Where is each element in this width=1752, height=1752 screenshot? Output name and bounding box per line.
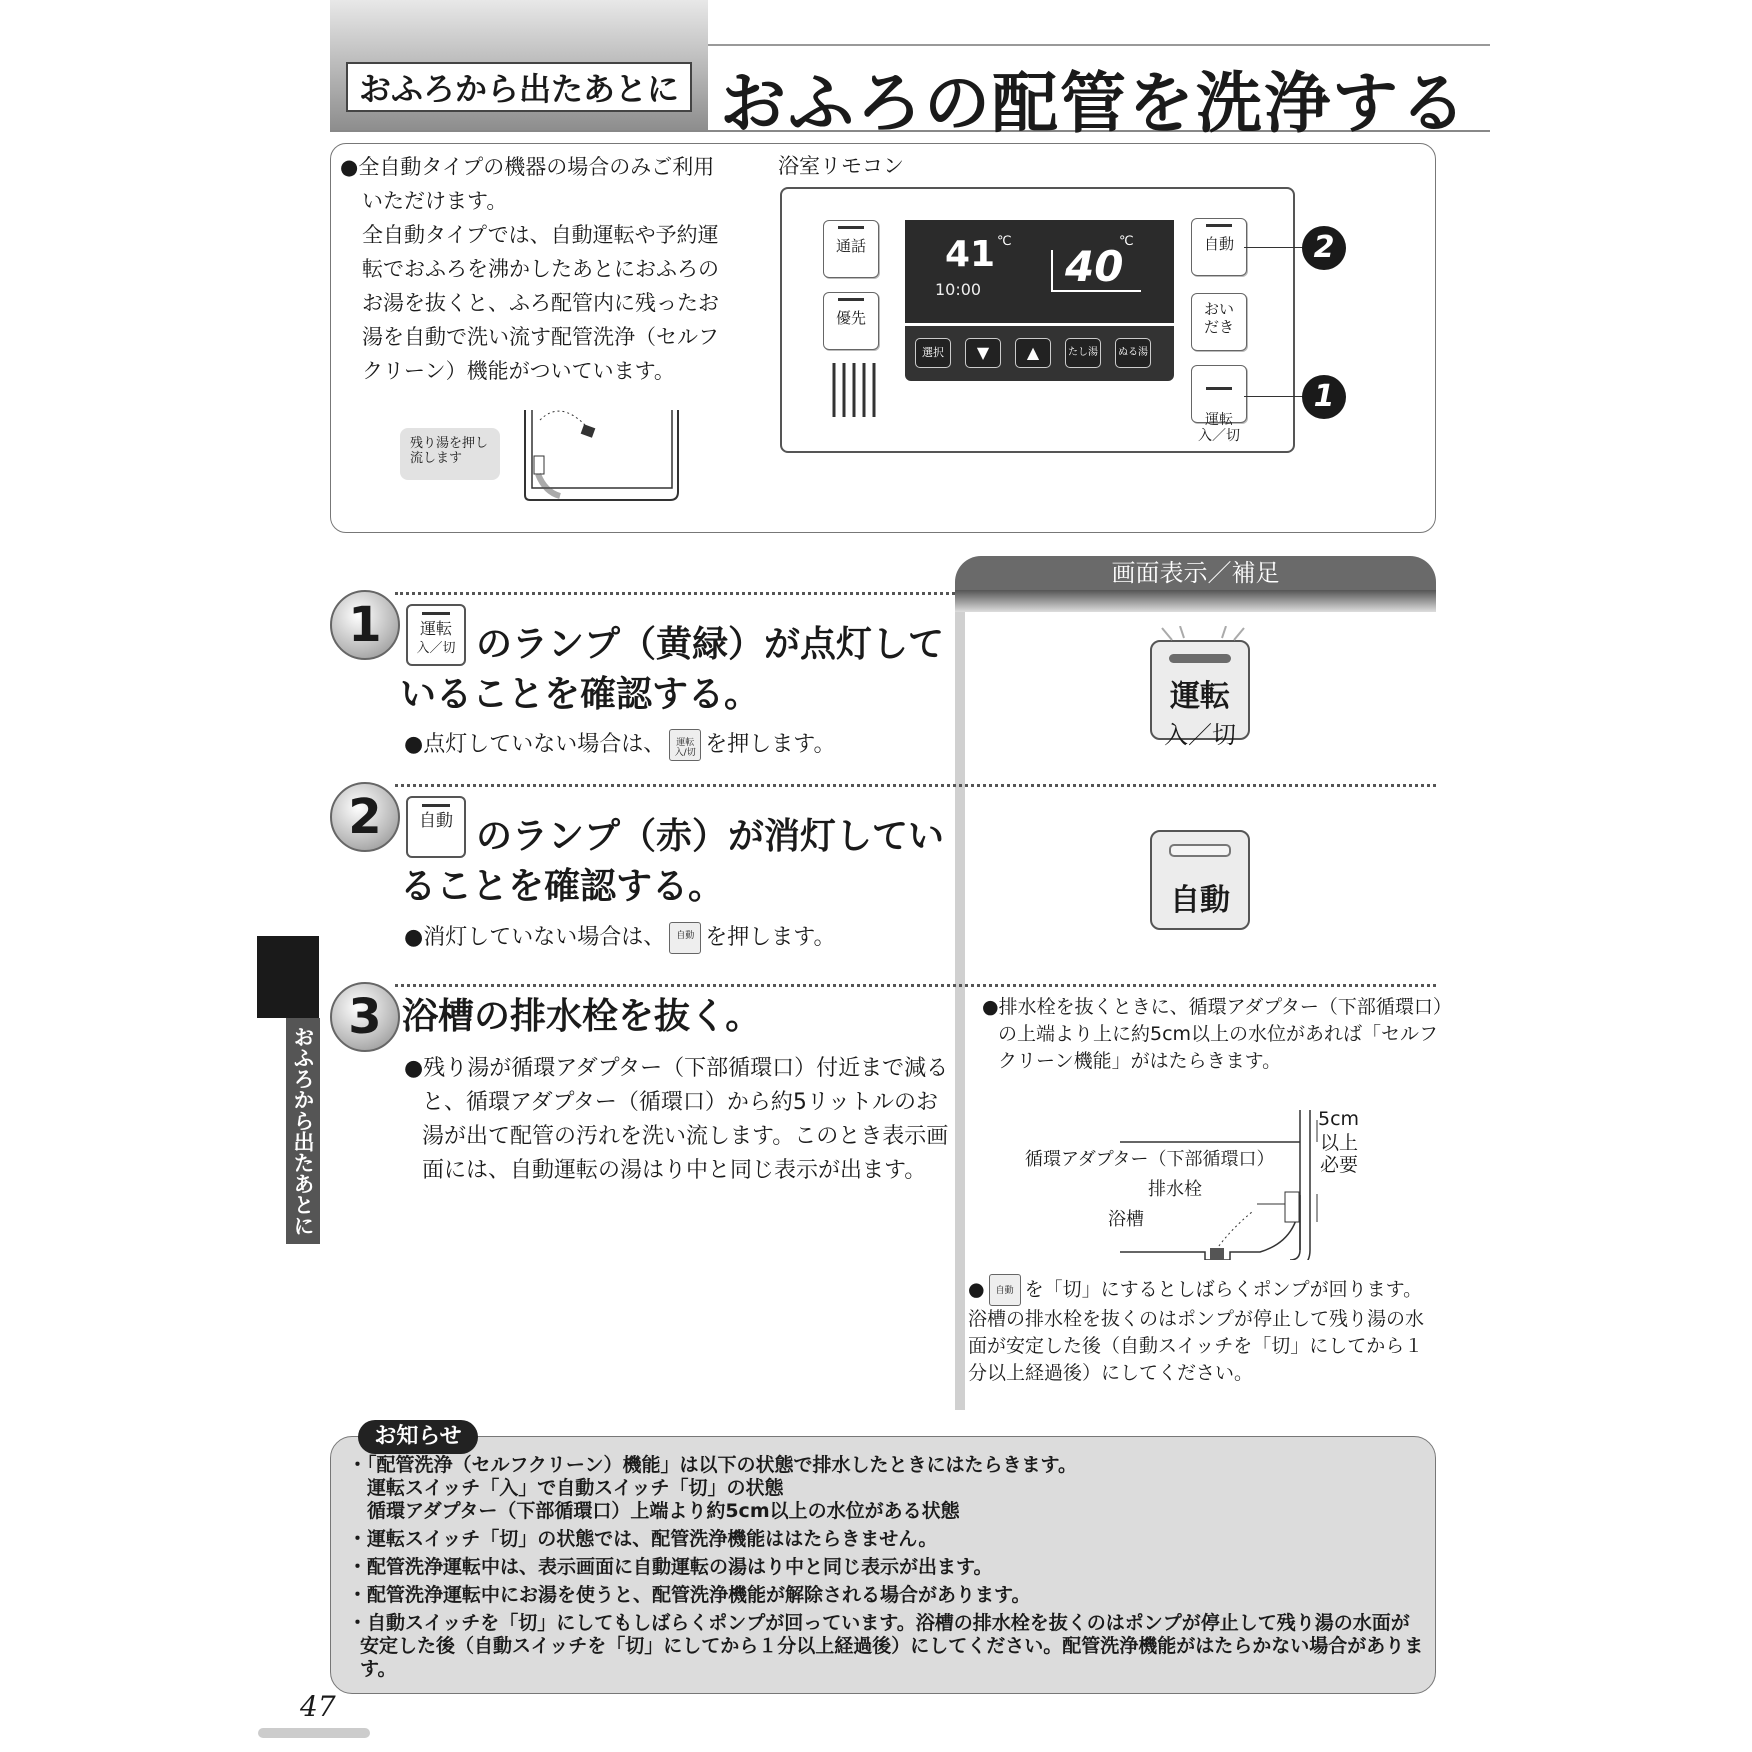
display-supplement-header: 画面表示／補足: [955, 556, 1436, 612]
select-key[interactable]: 選択: [915, 338, 951, 368]
display-unit: ℃: [997, 234, 1012, 249]
intro-line: いただけます。: [362, 189, 508, 213]
notice-list: [348, 1454, 1428, 1686]
callout-2: 2: [1302, 226, 1346, 270]
bathtub-diagram: [500, 400, 700, 510]
display-set-temp: 40: [1065, 242, 1124, 291]
diagram-drain-label: 排水栓: [1148, 1179, 1202, 1200]
callout-line: [1244, 247, 1304, 248]
page-number-bar: [258, 1728, 370, 1738]
intro-text: [340, 150, 760, 388]
step-divider: [395, 592, 955, 595]
diagram-above-label: 以上: [1320, 1132, 1359, 1154]
step-title: ることを確認する。: [400, 866, 725, 907]
intro-line: クリーン）機能がついています。: [362, 359, 675, 383]
remote-label: 浴室リモコン: [778, 154, 904, 178]
step-divider: [395, 784, 1436, 787]
lukewarm-key[interactable]: ぬる湯: [1115, 338, 1151, 368]
lamp: [1206, 224, 1232, 227]
header-shade: [955, 590, 1436, 612]
display-unit: ℃: [1119, 234, 1134, 249]
step-title: のランプ（黄緑）が点灯して: [476, 624, 945, 665]
step-title: いることを確認する。: [400, 674, 761, 715]
step-number: 1: [330, 590, 400, 660]
diagram-adapter-label: 循環アダプター（下部循環口）: [1025, 1149, 1275, 1170]
step-title: 浴槽の排水栓を抜く。: [402, 996, 762, 1037]
notice-label: お知らせ: [358, 1420, 478, 1454]
column-divider: [955, 612, 965, 1410]
notice-item: ・運転スイッチ「切」の状態では、配管洗浄機能ははたらきません。: [348, 1528, 938, 1550]
lamp-glow-icon: [1158, 626, 1248, 656]
step-number: 3: [330, 982, 400, 1052]
auto-button-mini-icon: 自動: [989, 1274, 1021, 1306]
step-title: のランプ（赤）が消灯してい: [476, 816, 945, 857]
step-note: ●残り湯が循環アダプター（下部循環口）付近まで減ると、循環アダプター（循環口）から約5リットルのお湯が出て配管の汚れを洗い流します。このとき表示画面には、自動運転の湯はり中と同じ表示が出ます。: [404, 1056, 949, 1183]
notice-item: 循環アダプター（下部循環口）上端より約5cm以上の水位がある状態: [348, 1500, 960, 1522]
lamp: [838, 298, 864, 301]
remote-auto-button[interactable]: 自動: [1191, 218, 1247, 276]
diagram-tub-label: 浴槽: [1108, 1209, 1144, 1230]
callout-1: 1: [1302, 375, 1346, 419]
page-title: おふろの配管を洗浄する: [720, 65, 1468, 142]
remote-power-button[interactable]: 運転 入／切: [1191, 365, 1247, 423]
page-number: 47: [300, 1690, 336, 1723]
notice-item: ・「配管洗浄（セルフクリーン）機能」は以下の状態で排水したときにはたらきます。: [348, 1454, 1078, 1476]
supplement-note: ●排水栓を抜くときに、循環アダプター（下部循環口）の上端より上に約5cm以上の水位があれば「セルフクリーン機能」がはたらきます。: [982, 996, 1443, 1072]
step-divider: [395, 984, 1436, 987]
notice-item: ・配管洗浄運転中は、表示画面に自動運転の湯はり中と同じ表示が出ます。: [348, 1556, 993, 1578]
power-button-icon: 運転 入／切: [406, 604, 466, 666]
step-number: 2: [330, 782, 400, 852]
remote-display: [905, 220, 1174, 323]
bath-remote: [780, 187, 1295, 453]
notice-item: ・配管洗浄運転中にお湯を使うと、配管洗浄機能が解除される場合があります。: [348, 1584, 1031, 1606]
side-tab-marker: [257, 936, 319, 1018]
display-water-temp: 41: [945, 234, 996, 275]
intro-line: ●全自動タイプの機器の場合のみご利用: [340, 155, 715, 179]
tub-caption-bubble: 残り湯を押し 流します: [400, 428, 500, 480]
intro-line: お湯を抜くと、ふろ配管内に残ったお: [362, 291, 719, 315]
display-clock: 10:00: [935, 280, 982, 299]
intro-line: 湯を自動で洗い流す配管洗浄（セルフ: [362, 325, 719, 349]
callout-line: [1244, 396, 1304, 397]
supplement-note-pump: ● 自動 を「切」にするとしばらくポンプが回ります。浴槽の排水栓を抜くのはポンプが停止して残り湯の水面が安定した後（自動スイッチを「切」にしてから１分以上経過後）にしてください。: [968, 1274, 1432, 1387]
down-key[interactable]: ▼: [965, 338, 1001, 368]
auto-button-mini-icon: 自動: [669, 922, 701, 954]
intro-line: 全自動タイプでは、自動運転や予約運: [362, 223, 719, 247]
remote-call-button[interactable]: 通話: [823, 220, 879, 278]
diagram-5cm-label: 5cm: [1318, 1108, 1360, 1130]
speaker-grille: [830, 363, 880, 417]
power-lamp-on-illustration: 運転 入／切: [1150, 640, 1250, 740]
step-note: ●点灯していない場合は、 運転 入/切 を押します。: [404, 728, 835, 762]
lamp: [1206, 387, 1232, 390]
remote-keypad: [905, 326, 1174, 381]
notice-item: ・自動スイッチを「切」にしてもしばらくポンプが回っています。浴槽の排水栓を抜くのはポンプが停止して残り湯の水面が安定した後（自動スイッチを「切」にしてから１分以上経過後）にしてください。配管洗浄機能がはたらかない場合があります。: [348, 1612, 1424, 1680]
lamp: [838, 226, 864, 229]
diagram-required-label: 必要: [1320, 1154, 1359, 1176]
add-hot-water-key[interactable]: たし湯: [1065, 338, 1101, 368]
notice-item: 運転スイッチ「入」で自動スイッチ「切」の状態: [348, 1477, 784, 1499]
auto-button-icon: 自動: [406, 796, 466, 858]
remote-priority-button[interactable]: 優先: [823, 292, 879, 350]
step-note: ●消灯していない場合は、 自動 を押します。: [404, 921, 835, 955]
side-tab-label: おふろから出たあとに: [286, 1018, 320, 1244]
up-key[interactable]: ▲: [1015, 338, 1051, 368]
remote-reheat-button[interactable]: おい だき: [1191, 293, 1247, 351]
header-rule-top: [708, 44, 1490, 46]
section-label: おふろから出たあとに: [346, 62, 692, 112]
auto-lamp-off-illustration: 自動: [1150, 830, 1250, 930]
power-button-mini-icon: 運転 入/切: [669, 729, 701, 761]
intro-line: 転でおふろを沸かしたあとにおふろの: [362, 257, 719, 281]
